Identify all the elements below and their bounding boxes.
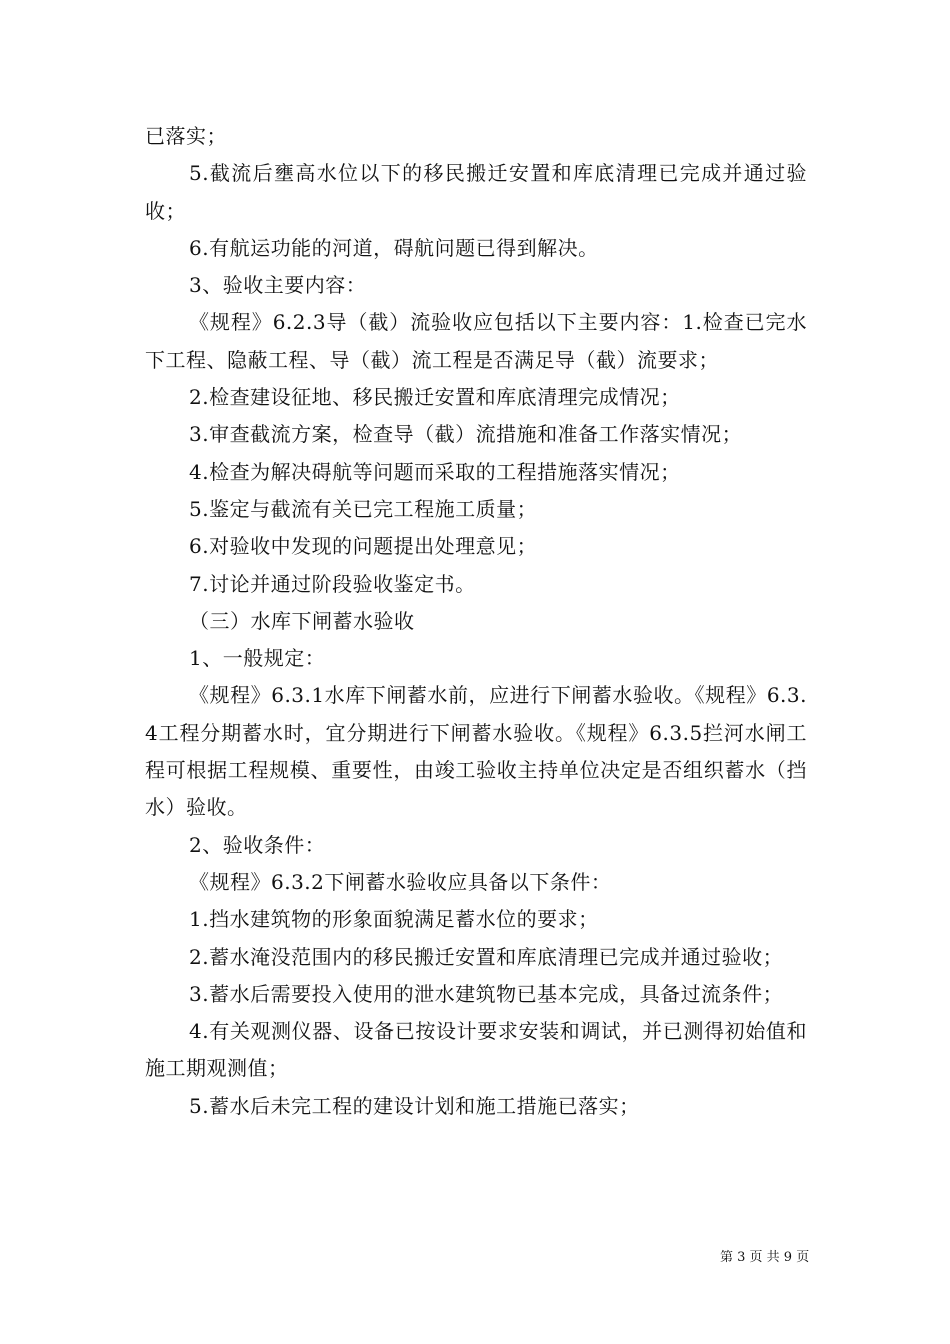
paragraph: 5.蓄水后未完工程的建设计划和施工措施已落实； — [189, 1093, 640, 1118]
paragraph: （三）水库下闸蓄水验收 — [189, 608, 415, 633]
paragraph: 1、一般规定： — [189, 646, 326, 671]
paragraph: 6.对验收中发现的问题提出处理意见； — [189, 534, 538, 559]
paragraph: 7.讨论并通过阶段验收鉴定书。 — [189, 571, 476, 596]
page-number-footer: 第 3 页 共 9 页 — [720, 1250, 810, 1265]
paragraph: 6.有航运功能的河道，碍航问题已得到解决。 — [189, 235, 599, 260]
paragraph: 1.挡水建筑物的形象面貌满足蓄水位的要求； — [189, 907, 599, 932]
paragraph: 《规程》6.3.1水库下闸蓄水前，应进行下闸蓄水验收。《规程》6.3.4工程分期蓄水时，宜分期进行下闸蓄水验收。《规程》6.3.5拦河水闸工程可根据工程规模、重要性，由竣工验收主持单位决定是否组织蓄水（挡水）验收。 — [145, 683, 807, 820]
paragraph: 5.鉴定与截流有关已完工程施工质量； — [189, 496, 538, 521]
paragraph: 3.审查截流方案，检查导（截）流措施和准备工作落实情况； — [189, 422, 743, 447]
paragraph: 3、验收主要内容： — [189, 273, 367, 298]
paragraph: 5.截流后壅高水位以下的移民搬迁安置和库底清理已完成并通过验收； — [145, 161, 807, 223]
paragraph: 4.有关观测仪器、设备已按设计要求安装和调试，并已测得初始值和施工期观测值； — [145, 1019, 807, 1081]
paragraph: 4.检查为解决碍航等问题而采取的工程措施落实情况； — [189, 459, 681, 484]
paragraph: 《规程》6.2.3导（截）流验收应包括以下主要内容：1.检查已完水下工程、隐蔽工程、导（截）流工程是否满足导（截）流要求； — [145, 310, 807, 372]
paragraph: 2、验收条件： — [189, 832, 326, 857]
paragraph: 3.蓄水后需要投入使用的泄水建筑物已基本完成，具备过流条件； — [189, 981, 784, 1006]
paragraph: 已落实； — [145, 124, 227, 148]
paragraph: 《规程》6.3.2下闸蓄水验收应具备以下条件： — [189, 869, 612, 894]
document-body — [145, 118, 807, 1125]
paragraph: 2.检查建设征地、移民搬迁安置和库底清理完成情况； — [189, 385, 681, 410]
paragraph: 2.蓄水淹没范围内的移民搬迁安置和库底清理已完成并通过验收； — [189, 944, 784, 969]
